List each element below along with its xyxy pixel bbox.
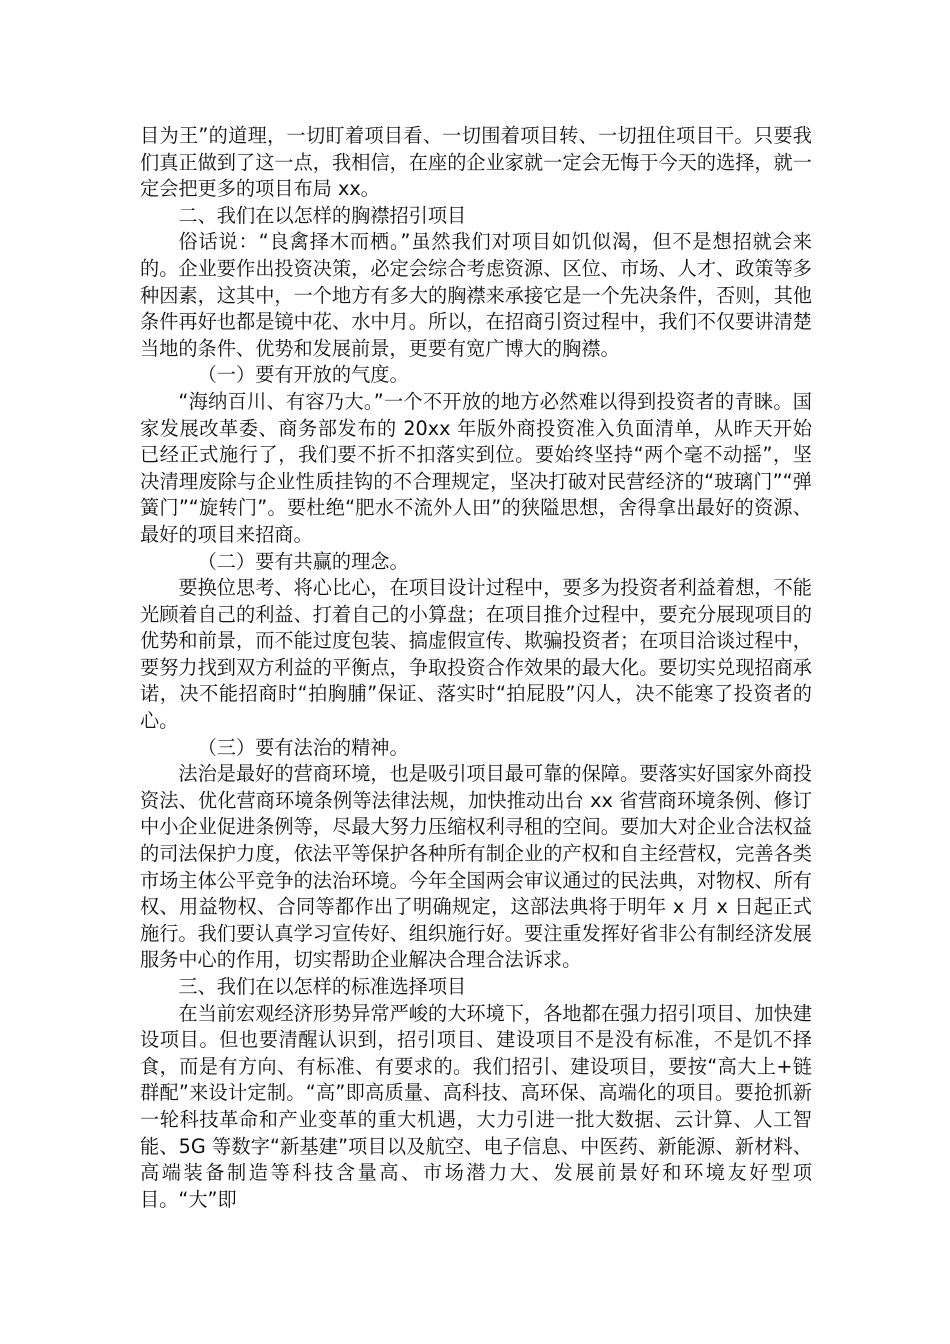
subheading-2: （二）要有共赢的理念。 xyxy=(197,549,409,573)
section-heading-3: 三、我们在以怎样的标准选择项目 xyxy=(178,975,467,998)
paragraph-section-3-intro: 在当前宏观经济形势异常严峻的大环境下，各地都在强力招引项目、加快建设项目。但也要清醒认识到，招引项目、建设项目不是没有标准，不是饥不择食，而是有方向、有标准、有要求的。我们招引、建设项目，要按“高大上+链群配”来设计定制。“高”即高质量、高科技、高环保、高端化的项目。要抢抓新一轮科技革命和产业变革的重大机遇，大力引进一批大数据、云计算、人工智能、5G 等数字“新基建”项目以及航空、电子信息、中医药、新能源、新材料、高端装备制造等科技含量高、市场潜力大、发展前景好和环境友好型项目。“大”即 xyxy=(140,1001,812,1211)
paragraph-openness: “海纳百川、有容乃大。”一个不开放的地方必然难以得到投资者的青睐。国家发展改革委、商务部发布的 20xx 年版外商投资准入负面清单，从昨天开始已经正式施行了，我们要不折不扣落实到位。要始终坚持“两个毫不动摇”，坚决清理废除与企业性质挂钩的不合理规定，坚决打破对民营经济的“玻璃门”“弹簧门”“旋转门”。要杜绝“肥水不流外人田”的狭隘思想，舍得拿出最好的资源、最好的项目来招商。 xyxy=(140,389,812,546)
paragraph-section-2-intro: 俗话说：“良禽择木而栖。”虽然我们对项目如饥似渴，但不是想招就会来的。企业要作出投资决策，必定会综合考虑资源、区位、市场、人才、政策等多种因素，这其中，一个地方有多大的胸襟来承接它是一个先决条件，否则，其他条件再好也都是镜中花、水中月。所以，在招商引资过程中，我们不仅要讲清楚当地的条件、优势和发展前景，更要有宽广博大的胸襟。 xyxy=(140,230,812,360)
subheading-1: （一）要有开放的气度。 xyxy=(197,363,409,387)
paragraph-continuation: 目为王”的道理，一切盯着项目看、一切围着项目转、一切扭住项目干。只要我们真正做到了这一点，我相信，在座的企业家就一定会无悔于今天的选择，就一定会把更多的项目布局 xx。 xyxy=(140,124,812,201)
paragraph-win-win: 要换位思考、将心比心，在项目设计过程中，要多为投资者利益着想，不能光顾着自己的利益、打着自己的小算盘；在项目推介过程中，要充分展现项目的优势和前景，而不能过度包装、搞虚假宣传、欺骗投资者；在项目洽谈过程中，要努力找到双方利益的平衡点，争取投资合作效果的最大化。要切实兑现招商承诺，决不能招商时“拍胸脯”保证、落实时“拍屁股”闪人，决不能寒了投资者的心。 xyxy=(140,576,812,733)
subheading-3: （三）要有法治的精神。 xyxy=(197,735,409,759)
section-heading-2: 二、我们在以怎样的胸襟招引项目 xyxy=(178,203,467,227)
document-body xyxy=(140,123,812,1213)
paragraph-rule-of-law: 法治是最好的营商环境，也是吸引项目最可靠的保障。要落实好国家外商投资法、优化营商环境条例等法律法规，加快推动出台 xx 省营商环境条例、修订中小企业促进条例等，尽最大努力压缩权利寻租的空间。要加大对企业合法权益的司法保护力度，依法平等保护各种所有制企业的产权和自主经营权，完善各类市场主体公平竞争的法治环境。今年全国两会审议通过的民法典，对物权、所有权、用益物权、合同等都作出了明确规定，这部法典将于明年 x 月 x 日起正式施行。我们要认真学习宣传好、组织施行好。要注重发挥好省非公有制经济发展服务中心的作用，切实帮助企业解决合理合法诉求。 xyxy=(140,762,812,972)
